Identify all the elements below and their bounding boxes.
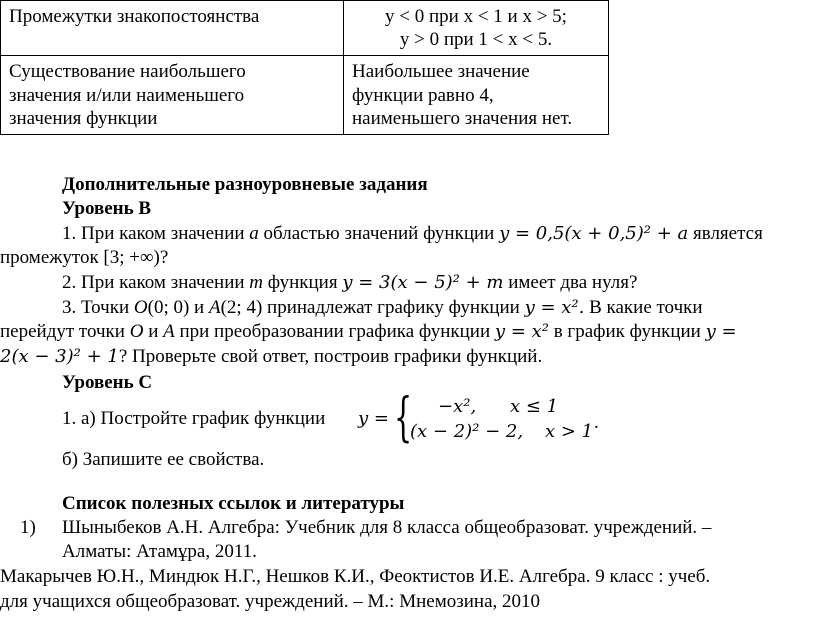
variable: a (249, 223, 259, 244)
cell-text: функции равно 4, (352, 84, 494, 106)
variable: m (249, 272, 264, 293)
table-cell (344, 56, 609, 135)
table-cell (1, 1, 344, 56)
task-c1-b: б) Запишите ее свойства. (62, 449, 265, 470)
ref-1-number: 1) (20, 517, 36, 538)
piecewise-case2: (x − 2)² − 2, (410, 421, 524, 442)
task-text: является (692, 223, 763, 244)
ref-2-line2: для учащихся общеобразоват. учреждений. – М.: Мнемозина, 2010 (0, 591, 540, 612)
cell-text: y < 0 при x < 1 и x > 5; (385, 6, 567, 27)
task-b1-line2: промежуток [3; +∞)? (0, 247, 169, 268)
task-c1-text: 1. а) Постройте график функции (62, 408, 326, 429)
task-text: (2; 4) принадлежат графику функции (220, 297, 520, 318)
task-b2 (62, 272, 637, 295)
piecewise-cond2: x > 1 (545, 421, 594, 442)
formula: 2(x − 3)² + 1 (0, 346, 119, 367)
variable: O (133, 297, 148, 318)
task-text: ? Проверьте свой ответ, построив графики функций. (118, 346, 543, 367)
ref-2-line1: Макарычев Ю.Н., Миндюк Н.Г., Нешков К.И., Феоктистов И.Е. Алгебра. 9 класс : учеб. (0, 566, 711, 587)
level-c-heading: Уровень С (62, 372, 153, 393)
cell-text: значения и/или наименьшего (9, 84, 245, 106)
level-b-heading: Уровень В (62, 198, 152, 219)
table-row (1, 56, 609, 135)
piecewise-y: y = (358, 408, 389, 429)
task-b1-line1 (62, 223, 763, 246)
formula: y = (705, 321, 737, 342)
task-text: 3. Точки (62, 297, 130, 318)
cell-text: Существование наибольшего (9, 61, 246, 83)
table-cell (344, 1, 609, 56)
piecewise-cond1: x ≤ 1 (510, 396, 559, 417)
task-text: областью значений функции (263, 223, 495, 244)
task-text: при преобразовании графика функции (179, 321, 491, 342)
task-b3-line3 (0, 346, 542, 369)
formula: y = x². (524, 297, 585, 318)
task-text: 1. При каком значении (62, 223, 245, 244)
task-text: 2. При каком значении (62, 272, 245, 293)
task-b3-line1 (62, 297, 703, 320)
table-row (1, 1, 609, 56)
formula: y = 0,5(x + 0,5)² + a (499, 223, 689, 244)
tasks-heading: Дополнительные разноуровневые задания (62, 174, 428, 195)
cell-text: y > 0 при 1 < x < 5. (399, 29, 553, 51)
formula: y = 3(x − 5)² + m (342, 272, 504, 293)
refs-heading: Список полезных ссылок и литературы (62, 493, 405, 514)
task-text: функция (267, 272, 338, 293)
table-cell (1, 56, 344, 135)
task-text: (0; 0) и (147, 297, 205, 318)
variable: A (163, 321, 175, 342)
cell-text: Промежутки знакопостоянства (9, 6, 260, 27)
task-b3-line2 (0, 321, 737, 344)
task-text: в график функции (553, 321, 701, 342)
task-text: и (148, 321, 159, 342)
variable: O (129, 321, 144, 342)
cell-text: значения функции (9, 107, 158, 129)
variable: A (208, 297, 221, 318)
ref-1-line1: Шыныбеков А.Н. Алгебра: Учебник для 8 класса общеобразоват. учреждений. – (62, 517, 712, 538)
task-text: имеет два нуля? (508, 272, 638, 293)
cell-text: наименьшего значения нет. (352, 107, 573, 129)
piecewise-case1: −x², (438, 396, 477, 417)
formula: y = x² (494, 321, 549, 342)
piecewise-dot: . (594, 412, 599, 433)
cell-text: Наибольшее значение (352, 61, 530, 83)
ref-1-line2: Алматы: Атамұра, 2011. (62, 541, 257, 562)
task-text: перейдут точки (0, 321, 125, 342)
properties-table (0, 0, 609, 135)
brace-symbol: { (394, 388, 413, 448)
task-text: В какие точки (589, 297, 703, 318)
